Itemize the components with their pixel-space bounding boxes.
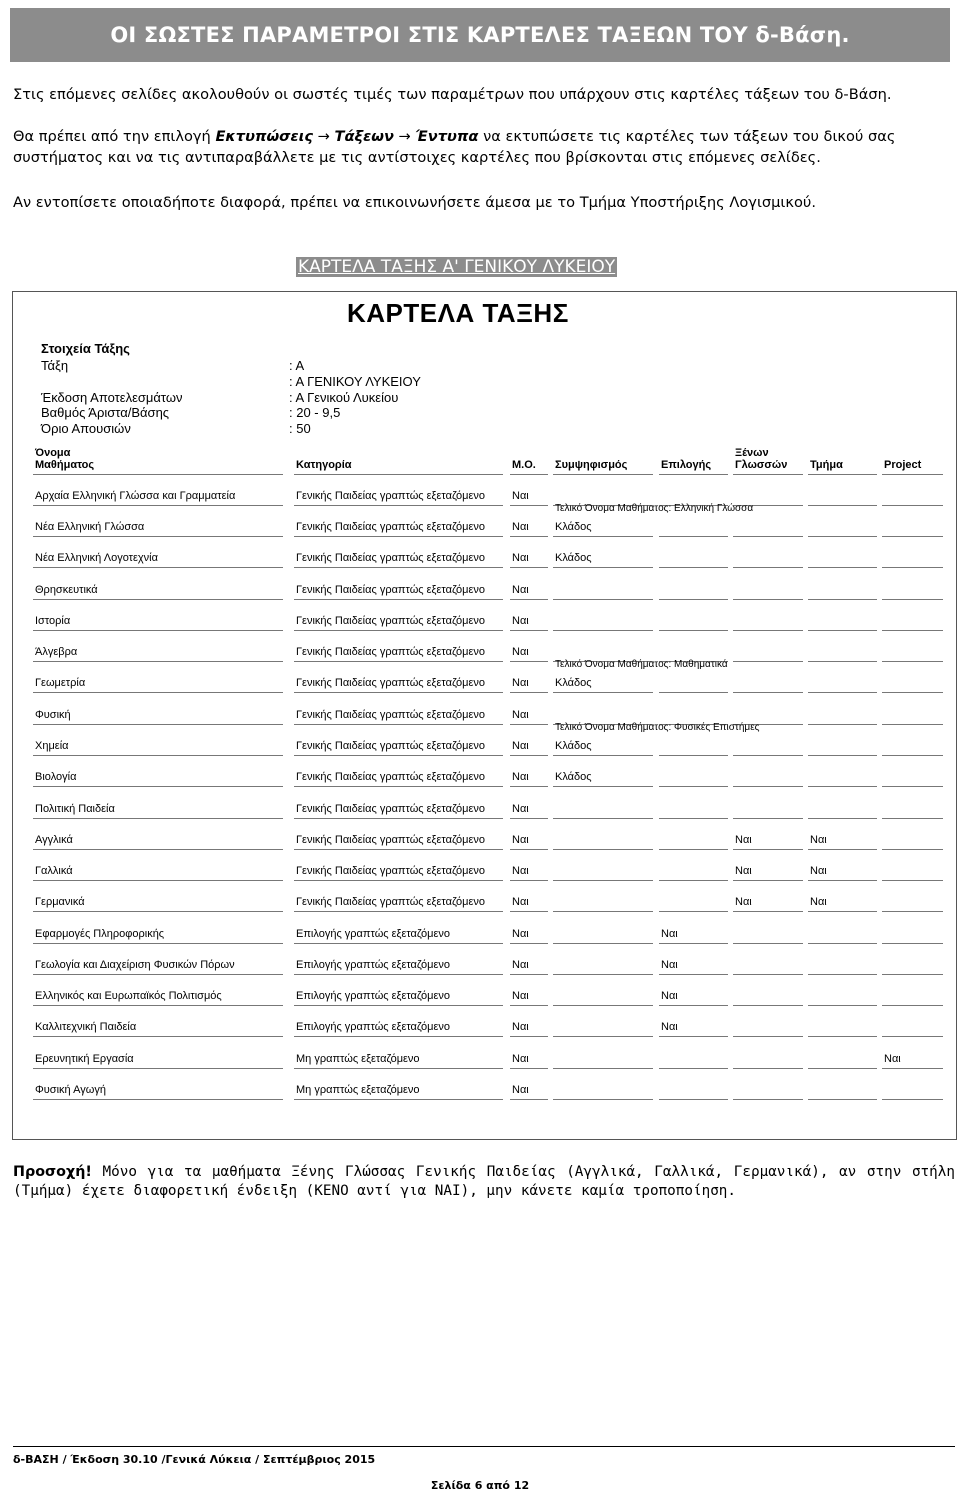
cell-mo: Ναι: [512, 990, 529, 1002]
cell-underline: [33, 786, 283, 787]
class-info-label: Βαθμός Άριστα/Βάσης: [41, 405, 170, 420]
cell-name: Γεωμετρία: [35, 677, 86, 689]
cell-underline: [553, 786, 653, 787]
cell-underline: [808, 786, 877, 787]
cell-symp: Κλάδος: [555, 521, 592, 533]
class-info-value: : Α: [289, 358, 305, 373]
class-info-heading: Στοιχεία Τάξης: [41, 341, 130, 356]
intro-text: να εκτυπώσετε τις καρτέλες των τάξεων του δικού σας συστήματος και να τις αντιπαραβάλλετε με τις αντίστοιχες καρτέλες που βρίσκονται στις επόμενες σελίδες.: [13, 128, 896, 166]
cell-name: Ερευνητική Εργασία: [35, 1053, 134, 1065]
class-info-label: Όριο Απουσιών: [41, 421, 131, 436]
cell-mo: Ναι: [512, 959, 529, 971]
header-project: Project: [884, 459, 922, 471]
cell-underline: [294, 911, 503, 912]
cell-cat: Γενικής Παιδείας γραπτώς εξεταζόμενο: [296, 615, 486, 627]
cell-symp: Κλάδος: [555, 771, 592, 783]
header-xenon: [735, 447, 787, 471]
intro-paragraph-1: Στις επόμενες σελίδες ακολουθούν οι σωστές τιμές των παραμέτρων που υπάρχουν στις καρτέλες τάξεων του δ-Βάση.: [13, 86, 892, 103]
header-underline: [510, 474, 548, 475]
cell-name: Βιολογία: [35, 771, 77, 783]
cell-mo: Ναι: [512, 677, 529, 689]
cell-tmima: Ναι: [810, 896, 827, 908]
table-row: [13, 722, 956, 756]
cell-mo: Ναι: [512, 584, 529, 596]
table-row: [13, 659, 956, 693]
page-number: Σελίδα 6 από 12: [430, 1479, 530, 1492]
cell-mo: Ναι: [512, 552, 529, 564]
arrow-icon: →: [398, 128, 411, 145]
cell-project: Ναι: [884, 1053, 901, 1065]
table-row: [13, 975, 956, 1006]
cell-underline: [553, 1099, 653, 1100]
header-underline: [808, 474, 877, 475]
header-underline: [553, 474, 653, 475]
cell-xenon: Ναι: [735, 834, 752, 846]
cell-underline: [733, 786, 803, 787]
cell-underline: [882, 567, 943, 568]
cell-name: Εφαρμογές Πληροφορικής: [35, 928, 165, 940]
table-row: [13, 1038, 956, 1069]
cell-underline: [808, 692, 877, 693]
cell-mo: Ναι: [512, 896, 529, 908]
cell-epil: Ναι: [661, 1021, 678, 1033]
cell-underline: [659, 1099, 728, 1100]
table-row: [13, 1006, 956, 1037]
cell-cat: Μη γραπτώς εξεταζόμενο: [296, 1084, 420, 1096]
cell-cat: Επιλογής γραπτώς εξεταζόμενο: [296, 990, 451, 1002]
cell-epil: Ναι: [661, 990, 678, 1002]
cell-epil: Ναι: [661, 928, 678, 940]
cell-underline: [733, 692, 803, 693]
cell-name: Αγγλικά: [35, 834, 73, 846]
cell-mo: Ναι: [512, 803, 529, 815]
table-row: [13, 569, 956, 600]
cell-mo: Ναι: [512, 928, 529, 940]
menu-path-printouts: Εκτυπώσεις: [215, 128, 314, 145]
header-category: Κατηγορία: [296, 459, 352, 471]
cell-cat: Γενικής Παιδείας γραπτώς εξεταζόμενο: [296, 834, 486, 846]
cell-mo: Ναι: [512, 709, 529, 721]
cell-mo: Ναι: [512, 771, 529, 783]
cell-underline: [510, 692, 548, 693]
note-lead: Προσοχή!: [13, 1164, 92, 1180]
cell-mo: Ναι: [512, 740, 529, 752]
cell-underline: [808, 567, 877, 568]
cell-epil: Ναι: [661, 959, 678, 971]
cell-underline: [808, 911, 877, 912]
cell-underline: [882, 911, 943, 912]
menu-path-forms: Έντυπα: [415, 128, 479, 145]
cell-name: Θρησκευτικά: [35, 584, 98, 596]
cell-underline: [553, 1036, 653, 1037]
cell-cat: Επιλογής γραπτώς εξεταζόμενο: [296, 928, 451, 940]
cell-cat: Γενικής Παιδείας γραπτώς εξεταζόμενο: [296, 490, 486, 502]
cell-name: Χημεία: [35, 740, 69, 752]
cell-mo: Ναι: [512, 615, 529, 627]
cell-symp: Κλάδος: [555, 740, 592, 752]
class-info-value: : 50: [289, 421, 311, 436]
cell-underline: [882, 1036, 943, 1037]
table-row: [13, 600, 956, 631]
table-row: [13, 944, 956, 975]
class-info-value: : Α Γενικού Λυκείου: [289, 390, 399, 405]
cell-cat: Γενικής Παιδείας γραπτώς εξεταζόμενο: [296, 552, 486, 564]
cell-mo: Ναι: [512, 490, 529, 502]
cell-name: Πολιτική Παιδεία: [35, 803, 115, 815]
table-row: [13, 850, 956, 881]
cell-underline: [882, 1099, 943, 1100]
cell-cat: Επιλογής γραπτώς εξεταζόμενο: [296, 959, 451, 971]
cell-cat: Επιλογής γραπτώς εξεταζόμενο: [296, 1021, 451, 1033]
footer-edition: δ-ΒΑΣΗ / Έκδοση 30.10 /Γενικά Λύκεια / Σεπτέμβριος 2015: [13, 1453, 376, 1466]
cell-name: Νέα Ελληνική Λογοτεχνία: [35, 552, 158, 564]
class-info-value: : Α ΓΕΝΙΚΟΥ ΛΥΚΕΙΟΥ: [289, 374, 421, 389]
cell-mo: Ναι: [512, 1053, 529, 1065]
cell-underline: [294, 1099, 503, 1100]
header-underline: [294, 474, 503, 475]
header-epil: Επιλογής: [661, 459, 712, 471]
cell-cat: Γενικής Παιδείας γραπτώς εξεταζόμενο: [296, 677, 486, 689]
cell-underline: [733, 1099, 803, 1100]
class-info-label: Τάξη: [41, 358, 69, 373]
cell-name: Άλγεβρα: [35, 646, 78, 658]
cell-mo: Ναι: [512, 521, 529, 533]
note-text: Μόνο για τα μαθήματα Ξένης Γλώσσας Γενικής Παιδείας (Αγγλικά, Γαλλικά, Γερμανικά), αν στην στήλη (Τμήμα) έχετε διαφορετική ένδειξη (ΚΕΝΟ αντί για ΝΑΙ), μην κάνετε καμία τροποποίηση.: [13, 1164, 955, 1199]
cell-cat: Γενικής Παιδείας γραπτώς εξεταζόμενο: [296, 771, 486, 783]
class-card-image: [12, 291, 957, 1140]
table-row: [13, 1069, 956, 1100]
header-text: Όνομα Μαθήματος: [35, 447, 95, 471]
table-row: [13, 756, 956, 787]
header-underline: [882, 474, 943, 475]
header-underline: [733, 474, 803, 475]
cell-symp: Κλάδος: [555, 552, 592, 564]
cell-name: Ιστορία: [35, 615, 71, 627]
cell-underline: [553, 911, 653, 912]
cell-underline: [510, 911, 548, 912]
cell-name: Καλλιτεχνική Παιδεία: [35, 1021, 137, 1033]
cell-name: Φυσική: [35, 709, 71, 721]
cell-underline: [553, 692, 653, 693]
cell-cat: Γενικής Παιδείας γραπτώς εξεταζόμενο: [296, 865, 486, 877]
cell-name: Γεωλογία και Διαχείριση Φυσικών Πόρων: [35, 959, 235, 971]
cell-underline: [33, 911, 283, 912]
table-row: [13, 788, 956, 819]
final-course-name: Τελικό Όνομα Μαθήματος: Μαθηματικά: [555, 659, 728, 670]
table-row: [13, 503, 956, 537]
footer-rule: [13, 1446, 955, 1447]
cell-tmima: Ναι: [810, 865, 827, 877]
cell-underline: [510, 1036, 548, 1037]
cell-underline: [294, 692, 503, 693]
cell-underline: [33, 567, 283, 568]
cell-underline: [294, 567, 503, 568]
cell-cat: Γενικής Παιδείας γραπτώς εξεταζόμενο: [296, 521, 486, 533]
page-header-title: ΟΙ ΣΩΣΤΕΣ ΠΑΡΑΜΕΤΡΟΙ ΣΤΙΣ ΚΑΡΤΕΛΕΣ ΤΑΞΕΩΝ ΤΟΥ δ-Βάση.: [10, 8, 950, 62]
cell-underline: [510, 567, 548, 568]
table-row: [13, 881, 956, 912]
cell-underline: [808, 1036, 877, 1037]
cell-cat: Γενικής Παιδείας γραπτώς εξεταζόμενο: [296, 896, 486, 908]
cell-underline: [808, 1099, 877, 1100]
cell-underline: [659, 1036, 728, 1037]
cell-mo: Ναι: [512, 646, 529, 658]
table-row: [13, 694, 956, 725]
cell-underline: [882, 786, 943, 787]
cell-underline: [659, 786, 728, 787]
header-underline: [33, 474, 283, 475]
cell-underline: [510, 1099, 548, 1100]
header-symp: Συμψηφισμός: [555, 459, 628, 471]
cell-cat: Γενικής Παιδείας γραπτώς εξεταζόμενο: [296, 646, 486, 658]
cell-underline: [659, 567, 728, 568]
cell-mo: Ναι: [512, 1084, 529, 1096]
cell-xenon: Ναι: [735, 865, 752, 877]
class-info-value: : 20 - 9,5: [289, 405, 341, 420]
section-title: ΚΑΡΤΕΛΑ ΤΑΞΗΣ Α' ΓΕΝΙΚΟΥ ΛΥΚΕΙΟΥ: [298, 257, 616, 277]
cell-mo: Ναι: [512, 865, 529, 877]
cell-mo: Ναι: [512, 1021, 529, 1033]
class-info-label: Έκδοση Αποτελεσμάτων: [41, 390, 183, 405]
cell-underline: [733, 1036, 803, 1037]
cell-underline: [659, 911, 728, 912]
cell-underline: [553, 567, 653, 568]
header-tmima: Τμήμα: [810, 459, 843, 471]
cell-underline: [882, 692, 943, 693]
final-course-name: Τελικό Όνομα Μαθήματος: Ελληνική Γλώσσα: [555, 503, 754, 514]
final-course-name: Τελικό Όνομα Μαθήματος: Φυσικές Επιστήμες: [555, 722, 760, 733]
table-row: [13, 475, 956, 506]
table-row: [13, 537, 956, 568]
attention-note: [13, 1163, 955, 1201]
header-underline: [659, 474, 728, 475]
cell-underline: [33, 1099, 283, 1100]
cell-name: Γαλλικά: [35, 865, 73, 877]
cell-mo: Ναι: [512, 834, 529, 846]
cell-tmima: Ναι: [810, 834, 827, 846]
cell-underline: [659, 692, 728, 693]
arrow-icon: →: [317, 128, 330, 145]
cell-name: Ελληνικός και Ευρωπαϊκός Πολιτισμός: [35, 990, 222, 1002]
intro-text: Θα πρέπει από την επιλογή: [13, 128, 216, 145]
header-text: Ξένων Γλωσσών: [735, 447, 788, 471]
cell-cat: Γενικής Παιδείας γραπτώς εξεταζόμενο: [296, 584, 486, 596]
card-title: ΚΑΡΤΕΛΑ ΤΑΞΗΣ: [347, 298, 569, 328]
cell-symp: Κλάδος: [555, 677, 592, 689]
intro-paragraph-2: [13, 126, 953, 168]
header-mo: Μ.Ο.: [512, 459, 536, 471]
cell-xenon: Ναι: [735, 896, 752, 908]
cell-underline: [733, 911, 803, 912]
cell-cat: Γενικής Παιδείας γραπτώς εξεταζόμενο: [296, 709, 486, 721]
cell-underline: [733, 567, 803, 568]
cell-name: Αρχαία Ελληνική Γλώσσα και Γραμματεία: [35, 490, 236, 502]
cell-underline: [33, 692, 283, 693]
cell-name: Γερμανικά: [35, 896, 85, 908]
cell-underline: [33, 1036, 283, 1037]
cell-cat: Γενικής Παιδείας γραπτώς εξεταζόμενο: [296, 740, 486, 752]
cell-name: Φυσική Αγωγή: [35, 1084, 106, 1096]
menu-path-classes: Τάξεων: [334, 128, 394, 145]
table-row: [13, 819, 956, 850]
table-row: [13, 913, 956, 944]
cell-underline: [294, 786, 503, 787]
cell-name: Νέα Ελληνική Γλώσσα: [35, 521, 145, 533]
cell-cat: Γενικής Παιδείας γραπτώς εξεταζόμενο: [296, 803, 486, 815]
cell-underline: [294, 1036, 503, 1037]
intro-paragraph-3: Αν εντοπίσετε οποιαδήποτε διαφορά, πρέπει να επικοινωνήσετε άμεσα με το Τμήμα Υποστήριξης Λογισμικού.: [13, 194, 816, 211]
cell-underline: [510, 786, 548, 787]
table-row: [13, 631, 956, 662]
header-course-name: [35, 447, 94, 471]
cell-cat: Μη γραπτώς εξεταζόμενο: [296, 1053, 420, 1065]
